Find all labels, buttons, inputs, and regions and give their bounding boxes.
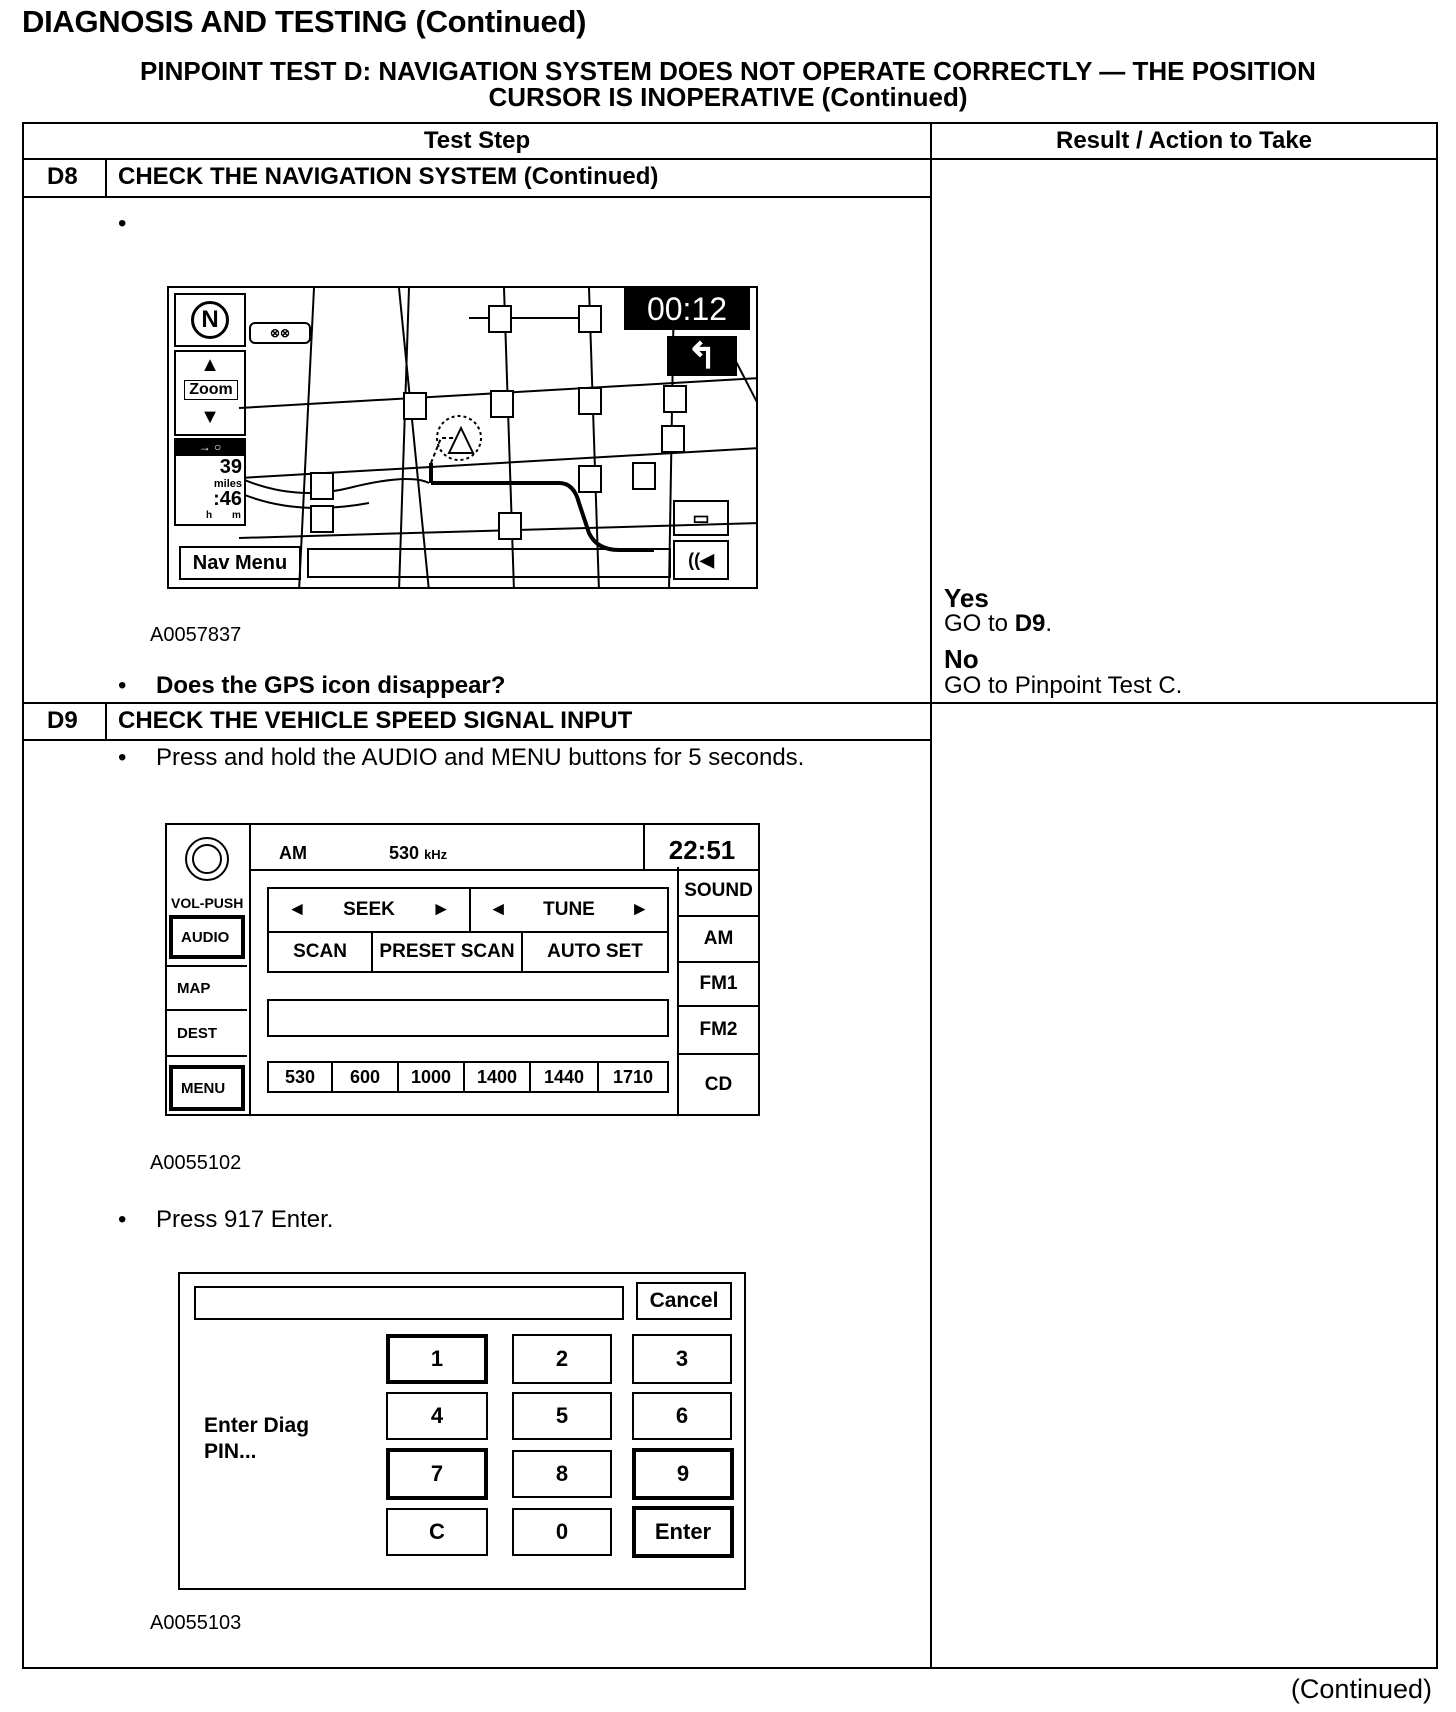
preset-scan-button[interactable]: PRESET SCAN [371,931,523,973]
turn-left-arrow-icon: ↰ [667,336,737,376]
continued-footer: (Continued) [1290,1674,1432,1704]
seek-back-icon[interactable]: ◄ [287,899,307,920]
d8-yes-suffix: . [1045,610,1053,637]
preset-3-button[interactable]: 1000 [397,1061,465,1093]
cd-button[interactable]: CD [677,1053,758,1114]
d9-figure1-id: A0055102 [150,1152,242,1174]
d8-question: Does the GPS icon disappear? [156,672,506,699]
nav-menu-button[interactable]: Nav Menu [179,546,301,580]
d9-bullet2: • [118,1206,127,1233]
cancel-button[interactable]: Cancel [636,1282,732,1320]
preset-5-button[interactable]: 1440 [529,1061,599,1093]
screen-mode-icon[interactable]: ▭ [673,500,729,536]
gps-icon: ⊗⊗ [249,322,311,344]
dest-button[interactable]: DEST [167,1011,247,1057]
d9-id-divider [105,702,107,740]
tune-control[interactable] [469,887,669,933]
key-9-button[interactable]: 9 [632,1448,734,1500]
compass-north-icon[interactable] [174,293,246,347]
sound-button[interactable]: SOUND [677,867,758,917]
navigation-map-screen [167,286,758,589]
d9-step1: Press and hold the AUDIO and MENU buttons for 5 seconds. [156,744,805,771]
d9-title-divider [22,739,932,741]
d8-figure-id: A0057837 [150,624,242,646]
pin-prompt-line2: PIN... [204,1440,257,1463]
audio-band: AM [279,843,307,863]
d9-step-title: CHECK THE VEHICLE SPEED SIGNAL INPUT [118,707,633,734]
seek-label: SEEK [343,899,395,920]
am-button[interactable]: AM [677,915,758,963]
distance-unit: miles [213,478,242,490]
distance-panel [174,438,246,526]
street-name-bar [307,548,671,578]
nav-clock: 00:12 [624,288,750,330]
diag-pin-screen [178,1272,746,1590]
d8-no-action: GO to Pinpoint Test C. [944,672,1183,699]
key-7-button[interactable]: 7 [386,1448,488,1500]
eta-hour-unit: h [206,510,213,521]
destination-arrow-icon: → ○ [176,440,244,456]
d8-step-title: CHECK THE NAVIGATION SYSTEM (Continued) [118,163,659,190]
distance-value: 39 [219,456,242,478]
preset-4-button[interactable]: 1400 [463,1061,531,1093]
d8-question-bullet: • [118,672,127,699]
d8-yes-prefix: GO to [944,610,1015,637]
key-c-button[interactable]: C [386,1508,488,1556]
clock-divider [643,825,645,869]
zoom-in-icon[interactable]: ▲ [200,354,220,376]
d8-yes-action [944,610,1052,638]
enter-button[interactable]: Enter [632,1506,734,1558]
d8-yes-label: Yes [944,583,989,613]
pin-prompt-line1: Enter Diag [204,1414,310,1437]
zoom-label: Zoom [184,380,238,400]
audio-info-bar [267,999,669,1037]
pinpoint-test-title-line2: CURSOR IS INOPERATIVE (Continued) [488,82,968,112]
header-test-step: Test Step [423,127,531,154]
audio-button[interactable]: AUDIO [169,915,245,959]
vol-push-label: VOL-PUSH [171,895,244,911]
seek-forward-icon[interactable]: ► [431,899,451,920]
preset-2-button[interactable]: 600 [331,1061,399,1093]
column-divider [930,122,932,1669]
fm1-button[interactable]: FM1 [677,961,758,1007]
pinpoint-test-title-line1: PINPOINT TEST D: NAVIGATION SYSTEM DOES NOT OPERATE CORRECTLY — THE POSITION [140,56,1316,86]
d8-no-label: No [944,644,979,674]
compass-letter: N [191,301,229,339]
key-5-button[interactable]: 5 [512,1392,612,1440]
header-divider [22,158,1438,160]
key-0-button[interactable]: 0 [512,1508,612,1556]
key-2-button[interactable]: 2 [512,1334,612,1384]
d9-figure2-id: A0055103 [150,1612,242,1634]
audio-screen [165,823,760,1116]
page-title: DIAGNOSIS AND TESTING (Continued) [22,4,587,39]
key-6-button[interactable]: 6 [632,1392,732,1440]
d9-bullet1: • [118,744,127,771]
pin-entry-field[interactable] [194,1286,624,1320]
zoom-out-icon[interactable]: ▼ [200,406,220,428]
tune-up-icon[interactable]: ► [630,899,650,920]
d8-bullet: • [118,210,127,237]
left-button-column [167,825,251,1114]
tune-down-icon[interactable]: ◄ [488,899,508,920]
tune-label: TUNE [543,899,595,920]
seek-control[interactable] [267,887,471,933]
map-button[interactable]: MAP [167,965,247,1011]
volume-knob-inner [192,844,222,874]
d9-step-id: D9 [47,707,78,734]
d8-id-divider [105,158,107,196]
key-1-button[interactable]: 1 [386,1334,488,1384]
preset-6-button[interactable]: 1710 [597,1061,669,1093]
volume-knob[interactable] [185,837,229,881]
audio-frequency [389,843,447,864]
d9-step2: Press 917 Enter. [156,1206,334,1233]
header-result: Result / Action to Take [1055,127,1313,154]
menu-button[interactable]: MENU [169,1065,245,1111]
key-3-button[interactable]: 3 [632,1334,732,1384]
preset-1-button[interactable]: 530 [267,1061,333,1093]
eta-minute-unit: m [232,510,241,521]
fm2-button[interactable]: FM2 [677,1005,758,1055]
audio-clock: 22:51 [668,835,736,865]
zoom-control [174,350,246,436]
scan-button[interactable]: SCAN [267,931,373,973]
audio-frequency-value: 530 [389,843,420,863]
eta-value: :46 [213,488,242,510]
voice-guidance-icon[interactable]: ((◀ [673,540,729,580]
d8-d9-divider [22,702,1438,704]
auto-set-button[interactable]: AUTO SET [521,931,669,973]
audio-frequency-unit: kHz [424,847,448,862]
d8-step-id: D8 [47,163,78,190]
key-8-button[interactable]: 8 [512,1450,612,1498]
key-4-button[interactable]: 4 [386,1392,488,1440]
d8-yes-target-link[interactable]: D9 [1014,610,1046,637]
d8-title-divider [22,196,932,198]
